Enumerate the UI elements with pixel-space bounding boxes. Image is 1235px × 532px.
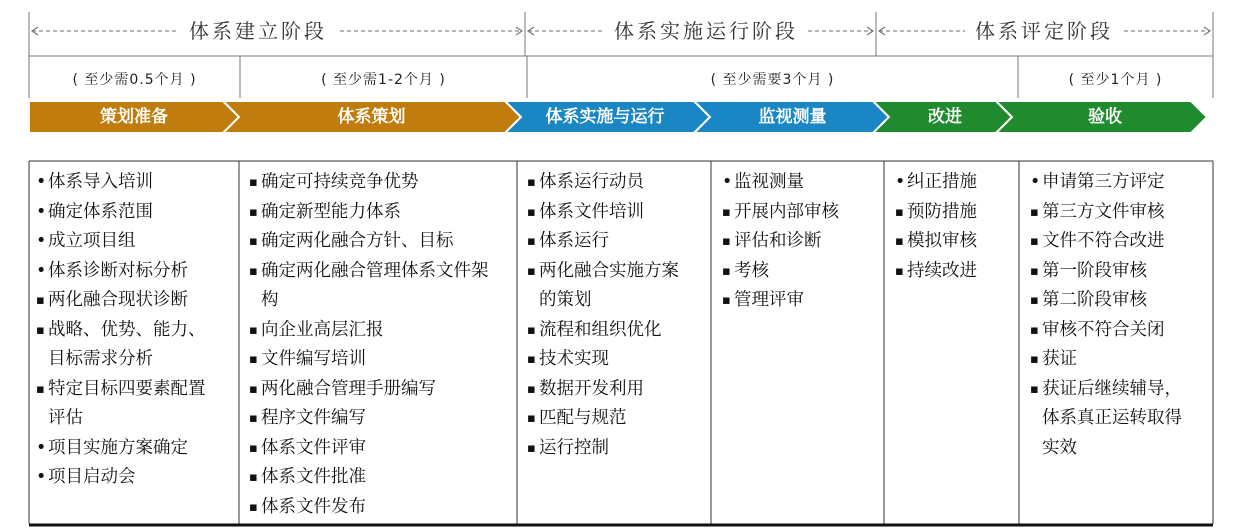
list-item: ▪ 体系文件培训 bbox=[527, 198, 712, 228]
list-item: ▪ 第三方文件审核 bbox=[1030, 198, 1212, 228]
list-item: ▪ 获证 bbox=[1030, 345, 1212, 375]
column-acceptance bbox=[1030, 168, 1212, 463]
step-improvement: 改进 bbox=[928, 107, 962, 127]
list-item: ▪ 两化融合管理手册编写 bbox=[249, 375, 514, 405]
list-item: • 申请第三方评定 bbox=[1030, 168, 1212, 198]
list-item: • 项目启动会 bbox=[36, 463, 236, 493]
list-item: ▪ 预防措施 bbox=[895, 198, 1017, 228]
list-item: ▪ 数据开发利用 bbox=[527, 375, 712, 405]
list-item: ▪ 评估和诊断 bbox=[722, 227, 882, 257]
list-item: ▪ 两化融合实施方案 的策划 bbox=[527, 257, 712, 316]
list-item: ▪ 流程和组织优化 bbox=[527, 316, 712, 346]
list-item: ▪ 战略、优势、能力、 目标需求分析 bbox=[36, 316, 236, 375]
list-item: • 体系诊断对标分析 bbox=[36, 257, 236, 287]
list-item: • 项目实施方案确定 bbox=[36, 434, 236, 464]
list-item: ▪ 匹配与规范 bbox=[527, 404, 712, 434]
list-item: ▪ 模拟审核 bbox=[895, 227, 1017, 257]
list-item: ▪ 技术实现 bbox=[527, 345, 712, 375]
list-item: ▪ 开展内部审核 bbox=[722, 198, 882, 228]
list-item: ▪ 第一阶段审核 bbox=[1030, 257, 1212, 287]
list-item: • 纠正措施 bbox=[895, 168, 1017, 198]
list-item: ▪ 考核 bbox=[722, 257, 882, 287]
duration-system-planning: ( 至少需1-2个月 ) bbox=[321, 72, 446, 88]
phase-label-establish: 体系建立阶段 bbox=[179, 14, 337, 48]
list-item: ▪ 两化融合现状诊断 bbox=[36, 286, 236, 316]
list-item: • 确定体系范围 bbox=[36, 198, 236, 228]
column-planning-prep bbox=[36, 168, 236, 493]
list-item: ▪ 体系运行动员 bbox=[527, 168, 712, 198]
step-acceptance: 验收 bbox=[1088, 107, 1122, 127]
step-monitoring: 监视测量 bbox=[758, 107, 827, 127]
list-item: ▪ 程序文件编写 bbox=[249, 404, 514, 434]
list-item: ▪ 管理评审 bbox=[722, 286, 882, 316]
list-item: ▪ 确定两化融合方针、目标 bbox=[249, 227, 514, 257]
list-item: 实效 bbox=[1042, 437, 1077, 458]
step-implementation: 体系实施与运行 bbox=[545, 107, 665, 127]
list-item: ▪ 运行控制 bbox=[527, 434, 712, 464]
list-item: ▪ 体系运行 bbox=[527, 227, 712, 257]
list-item: ▪ 确定两化融合管理体系文件架 构 bbox=[249, 257, 514, 316]
list-item: ▪ 文件编写培训 bbox=[249, 345, 514, 375]
list-item: ▪ 体系文件批准 bbox=[249, 463, 514, 493]
list-item: • 监视测量 bbox=[722, 168, 882, 198]
list-item: ▪ 第二阶段审核 bbox=[1030, 286, 1212, 316]
step-system-planning: 体系策划 bbox=[337, 107, 406, 127]
list-item: ▪ 获证后继续辅导， 体系真正运转取得 bbox=[1030, 375, 1212, 434]
duration-implementation: ( 至少需要3个月 ) bbox=[710, 72, 835, 88]
column-improvement bbox=[895, 168, 1017, 286]
duration-acceptance: ( 至少1个月 ) bbox=[1068, 72, 1163, 88]
duration-planning-prep: ( 至少需0.5个月 ) bbox=[72, 72, 197, 88]
column-monitoring bbox=[722, 168, 882, 316]
list-item: ▪ 体系文件评审 bbox=[249, 434, 514, 464]
list-item: ▪ 确定可持续竞争优势 bbox=[249, 168, 514, 198]
list-item: ▪ 向企业高层汇报 bbox=[249, 316, 514, 346]
step-planning-prep: 策划准备 bbox=[100, 107, 168, 127]
list-item: • 体系导入培训 bbox=[36, 168, 236, 198]
list-item: ▪ 审核不符合关闭 bbox=[1030, 316, 1212, 346]
list-item: ▪ 确定新型能力体系 bbox=[249, 198, 514, 228]
list-item: ▪ 文件不符合改进 bbox=[1030, 227, 1212, 257]
list-item: ▪ 持续改进 bbox=[895, 257, 1017, 287]
phase-label-implement: 体系实施运行阶段 bbox=[604, 14, 808, 48]
list-item: ▪ 体系文件发布 bbox=[249, 493, 514, 523]
list-item: • 成立项目组 bbox=[36, 227, 236, 257]
column-system-planning bbox=[249, 168, 514, 522]
phase-label-assess: 体系评定阶段 bbox=[965, 14, 1123, 48]
list-item: ▪ 特定目标四要素配置 评估 bbox=[36, 375, 236, 434]
column-implementation bbox=[527, 168, 712, 463]
